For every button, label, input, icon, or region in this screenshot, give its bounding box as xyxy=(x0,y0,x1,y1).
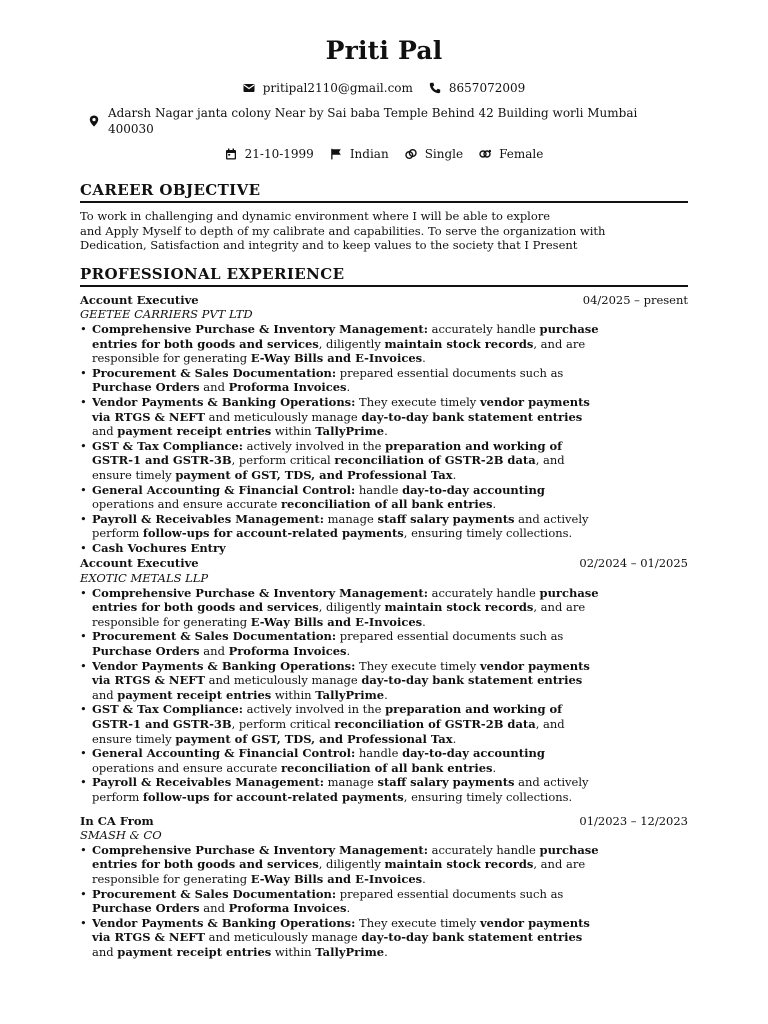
bold-text: E-Way Bills and E-Invoices xyxy=(250,614,423,629)
bold-text: Proforma Invoices xyxy=(228,380,347,395)
bullet-line xyxy=(92,629,688,644)
rings-icon xyxy=(405,148,417,160)
bullet-line xyxy=(92,901,688,916)
objective-line: Dedication, Satisfaction and integrity and to keep values to the society that I Present xyxy=(80,238,578,253)
bullet-line xyxy=(92,366,688,381)
bullet-line xyxy=(92,916,688,931)
bold-text: reconciliation of all bank entries xyxy=(280,760,493,775)
bullet-line xyxy=(92,790,688,805)
email-text: pritipal2110@gmail.com xyxy=(262,81,413,95)
bullet-text: ensure timely xyxy=(92,467,176,482)
company-name: SMASH & CO xyxy=(80,828,162,843)
bold-text: preparation and working of xyxy=(385,438,563,453)
bold-text: General Accounting & Financial Control: xyxy=(92,746,356,761)
bullet-text: . xyxy=(452,467,457,482)
bullet-line xyxy=(92,541,688,556)
bullet-line xyxy=(92,930,688,945)
bullet-line xyxy=(92,887,688,902)
job-title: Account Executive xyxy=(80,292,199,307)
bold-text: purchase xyxy=(539,321,599,336)
bullet-item xyxy=(92,843,688,887)
bold-text: Procurement & Sales Documentation: xyxy=(92,886,337,901)
bullet-text: , and xyxy=(535,453,565,468)
bold-text: Purchase Orders xyxy=(92,901,200,916)
bold-text: payment of GST, TDS, and Professional Tax xyxy=(175,731,453,746)
bullet-text: and actively xyxy=(514,775,589,790)
bullet-line xyxy=(92,322,688,337)
bullet-text: . xyxy=(384,944,388,959)
phone-text: 8657072009 xyxy=(448,81,526,95)
bullet-line xyxy=(92,702,688,717)
bullet-text: . xyxy=(384,687,388,702)
bold-text: day-to-day bank statement entries xyxy=(361,673,583,688)
bold-text: GST & Tax Compliance: xyxy=(92,438,243,453)
bullet-item xyxy=(92,702,688,746)
bullet-text: . xyxy=(422,871,426,886)
email-icon xyxy=(243,82,255,94)
bullet-text: . xyxy=(492,760,497,775)
bullet-line xyxy=(92,380,688,395)
bullet-text: and actively xyxy=(514,511,589,526)
bold-text: purchase xyxy=(539,585,599,600)
bold-text: follow-ups for account-related payments xyxy=(142,789,404,804)
bold-text: day-to-day bank statement entries xyxy=(361,409,583,424)
bold-text: Comprehensive Purchase & Inventory Management: xyxy=(92,321,428,336)
bullet-text: They execute timely xyxy=(355,394,480,409)
bold-text: day-to-day accounting xyxy=(402,746,545,761)
job-header xyxy=(80,814,688,829)
bold-text: Vendor Payments & Banking Operations: xyxy=(92,394,356,409)
bold-text: preparation and working of xyxy=(385,702,563,717)
job-dates: 02/2024 – 01/2025 xyxy=(579,556,688,571)
flag-icon xyxy=(330,148,342,160)
bullet-line xyxy=(92,483,688,498)
bullet-text: within xyxy=(271,424,316,439)
bullet-text: and xyxy=(92,424,118,439)
bullet-text: . xyxy=(346,380,351,395)
job-entry xyxy=(80,814,688,960)
bullet-text: . xyxy=(422,351,426,366)
bold-text: maintain stock records xyxy=(384,857,534,872)
candidate-name: Priti Pal xyxy=(325,36,443,65)
bullet-text: within xyxy=(271,944,316,959)
bold-text: Comprehensive Purchase & Inventory Management: xyxy=(92,842,428,857)
bullet-text: . xyxy=(452,731,457,746)
bold-text: via RTGS & NEFT xyxy=(92,930,205,945)
bullet-text: responsible for generating xyxy=(92,614,251,629)
bullet-item xyxy=(92,659,688,703)
bold-text: payment receipt entries xyxy=(117,687,272,702)
bold-text: vendor payments xyxy=(479,394,590,409)
bullet-text: operations and ensure accurate xyxy=(92,497,281,512)
bullet-text: within xyxy=(271,687,316,702)
bullet-text: perform xyxy=(92,789,143,804)
bullet-item xyxy=(92,586,688,630)
bullet-text: . xyxy=(384,424,388,439)
bullet-text: operations and ensure accurate xyxy=(92,760,281,775)
bold-text: Proforma Invoices xyxy=(228,901,347,916)
bullet-text: , diligently xyxy=(318,336,385,351)
bullet-text: , ensuring timely collections. xyxy=(403,526,573,541)
bold-text: reconciliation of all bank entries xyxy=(280,497,493,512)
bullet-text: prepared essential documents such as xyxy=(336,886,564,901)
calendar-icon xyxy=(225,148,237,160)
bold-text: maintain stock records xyxy=(384,336,534,351)
bullet-line xyxy=(92,872,688,887)
bullet-text: prepared essential documents such as xyxy=(336,629,564,644)
bold-text: Procurement & Sales Documentation: xyxy=(92,629,337,644)
bold-text: Procurement & Sales Documentation: xyxy=(92,365,337,380)
bullet-line xyxy=(92,453,688,468)
bullet-text: perform xyxy=(92,526,143,541)
bullet-line xyxy=(92,732,688,747)
bullet-item xyxy=(92,746,688,775)
bullet-text: . xyxy=(492,497,497,512)
bullet-text: . xyxy=(422,614,426,629)
job-entry xyxy=(80,293,688,556)
bullet-item xyxy=(92,916,688,960)
bold-text: Comprehensive Purchase & Inventory Management: xyxy=(92,585,428,600)
bold-text: reconciliation of GSTR-2B data xyxy=(334,453,536,468)
bullet-line xyxy=(92,410,688,425)
bullet-text: accurately handle xyxy=(427,585,540,600)
nationality-item xyxy=(330,146,389,162)
bullet-line xyxy=(92,351,688,366)
bullet-line xyxy=(92,761,688,776)
bold-text: Purchase Orders xyxy=(92,644,200,659)
objective-line: To work in challenging and dynamic environment where I will be able to explore xyxy=(80,209,551,223)
job-bullet-list xyxy=(80,843,688,960)
bold-text: payment of GST, TDS, and Professional Tax xyxy=(175,467,453,482)
marital-item xyxy=(405,146,463,162)
bold-text: Cash Vochures Entry xyxy=(92,540,226,555)
bullet-line xyxy=(92,512,688,527)
bullet-line xyxy=(92,644,688,659)
bullet-text: and xyxy=(92,944,118,959)
bullet-text: handle xyxy=(355,746,403,761)
bold-text: entries for both goods and services xyxy=(92,336,319,351)
bold-text: Proforma Invoices xyxy=(228,644,347,659)
email-item[interactable] xyxy=(243,80,413,96)
bullet-item xyxy=(92,541,688,556)
bullet-item xyxy=(92,775,688,804)
career-objective-text xyxy=(80,209,688,253)
bullet-text: and meticulously manage xyxy=(204,930,362,945)
bullet-text: . xyxy=(346,644,351,659)
bullet-text: and xyxy=(199,644,229,659)
bold-text: entries for both goods and services xyxy=(92,600,319,615)
bold-text: Vendor Payments & Banking Operations: xyxy=(92,915,356,930)
bold-text: via RTGS & NEFT xyxy=(92,409,205,424)
job-bullet-list xyxy=(80,322,688,556)
bullet-line xyxy=(92,659,688,674)
bullet-text: and meticulously manage xyxy=(204,673,362,688)
bullet-text: , and are xyxy=(533,336,586,351)
bullet-text: , and are xyxy=(533,857,586,872)
bold-text: TallyPrime xyxy=(315,944,385,959)
job-title: In CA From xyxy=(80,813,154,828)
bullet-item xyxy=(92,512,688,541)
bold-text: staff salary payments xyxy=(377,511,515,526)
bullet-item xyxy=(92,439,688,483)
bold-text: payment receipt entries xyxy=(117,424,272,439)
bullet-text: . xyxy=(346,901,351,916)
bold-text: vendor payments xyxy=(479,915,590,930)
gender-item xyxy=(479,146,543,162)
bold-text: General Accounting & Financial Control: xyxy=(92,482,356,497)
bullet-line xyxy=(92,337,688,352)
bold-text: day-to-day accounting xyxy=(402,482,545,497)
bullet-text: , and are xyxy=(533,600,586,615)
career-objective-heading: CAREER OBJECTIVE xyxy=(80,181,688,203)
bullet-text: , perform critical xyxy=(231,717,335,731)
dob-item xyxy=(225,146,314,162)
bold-text: reconciliation of GSTR-2B data xyxy=(334,717,536,731)
bullet-text: prepared essential documents such as xyxy=(336,365,564,380)
bullet-text: manage xyxy=(323,511,378,526)
bullet-item xyxy=(92,887,688,916)
bold-text: entries for both goods and services xyxy=(92,857,319,872)
bold-text: purchase xyxy=(539,842,599,857)
bullet-text: , and xyxy=(535,717,565,731)
job-bullet-list xyxy=(80,586,688,805)
bullet-text: handle xyxy=(355,482,403,497)
bullet-line xyxy=(92,843,688,858)
bullet-text: and xyxy=(92,687,118,702)
bullet-text: They execute timely xyxy=(355,915,480,930)
bold-text: GSTR-1 and GSTR-3B xyxy=(92,717,232,731)
location-icon xyxy=(88,115,100,127)
contact-row-3 xyxy=(80,146,688,162)
bullet-item xyxy=(92,322,688,366)
contact-row-1 xyxy=(80,80,688,96)
bullet-text: manage xyxy=(323,775,378,790)
bullet-line xyxy=(92,688,688,703)
bullet-text: responsible for generating xyxy=(92,351,251,366)
bold-text: follow-ups for account-related payments xyxy=(142,526,404,541)
bold-text: payment receipt entries xyxy=(117,944,272,959)
bullet-line xyxy=(92,586,688,601)
bullet-line xyxy=(92,746,688,761)
bullet-line xyxy=(92,439,688,454)
bold-text: GSTR-1 and GSTR-3B xyxy=(92,453,232,468)
bullet-text: , perform critical xyxy=(231,453,335,468)
gender-text: Female xyxy=(499,147,544,161)
company-name: GEETEE CARRIERS PVT LTD xyxy=(80,307,253,322)
bold-text: TallyPrime xyxy=(315,424,385,439)
objective-line: and Apply Myself to depth of my calibrate and capabilities. To serve the organization with xyxy=(80,223,606,238)
bullet-line xyxy=(92,600,688,615)
bullet-line xyxy=(92,497,688,512)
experience-list xyxy=(80,293,688,960)
bullet-line xyxy=(92,424,688,439)
job-entry xyxy=(80,556,688,804)
bullet-line xyxy=(92,857,688,872)
job-dates: 04/2025 – present xyxy=(582,292,688,307)
bullet-text: and meticulously manage xyxy=(204,409,362,424)
bold-text: via RTGS & NEFT xyxy=(92,673,205,688)
contact-row-2 xyxy=(80,105,688,137)
bullet-line xyxy=(92,775,688,790)
address-text: Adarsh Nagar janta colony Near by Sai baba Temple Behind 42 Building worli Mumbai 400030 xyxy=(108,106,638,136)
bold-text: Purchase Orders xyxy=(92,380,200,395)
job-title: Account Executive xyxy=(80,556,199,571)
bullet-text: ensure timely xyxy=(92,731,176,746)
address-item xyxy=(88,105,680,137)
professional-experience-heading: PROFESSIONAL EXPERIENCE xyxy=(80,265,688,287)
nationality-text: Indian xyxy=(349,147,389,161)
bold-text: maintain stock records xyxy=(384,600,534,615)
bold-text: E-Way Bills and E-Invoices xyxy=(250,871,423,886)
bullet-line xyxy=(92,468,688,483)
bullet-line xyxy=(92,717,688,732)
bullet-text: They execute timely xyxy=(355,658,480,673)
bold-text: GST & Tax Compliance: xyxy=(92,702,243,717)
gender-icon xyxy=(479,148,491,160)
bullet-text: actively involved in the xyxy=(243,438,386,453)
bullet-text: and xyxy=(199,901,229,916)
bullet-text: , diligently xyxy=(318,600,385,615)
bullet-line xyxy=(92,395,688,410)
company-name: EXOTIC METALS LLP xyxy=(80,571,209,586)
phone-item[interactable] xyxy=(429,80,525,96)
bold-text: day-to-day bank statement entries xyxy=(361,930,583,945)
bullet-text: accurately handle xyxy=(427,842,540,857)
dob-text: 21-10-1999 xyxy=(244,147,314,161)
bold-text: staff salary payments xyxy=(377,775,515,790)
bullet-item xyxy=(92,483,688,512)
bullet-line xyxy=(92,526,688,541)
bold-text: E-Way Bills and E-Invoices xyxy=(250,351,423,366)
job-header xyxy=(80,293,688,308)
marital-text: Single xyxy=(424,147,464,161)
bold-text: TallyPrime xyxy=(315,687,385,702)
bullet-line xyxy=(92,673,688,688)
bullet-text: , diligently xyxy=(318,857,385,872)
bold-text: Vendor Payments & Banking Operations: xyxy=(92,658,356,673)
phone-icon xyxy=(429,82,441,94)
bullet-item xyxy=(92,395,688,439)
bullet-line xyxy=(92,945,688,960)
bullet-text: , ensuring timely collections. xyxy=(403,789,573,804)
bullet-text: responsible for generating xyxy=(92,871,251,886)
bullet-item xyxy=(92,629,688,658)
bullet-line xyxy=(92,615,688,630)
bold-text: Payroll & Receivables Management: xyxy=(92,775,324,790)
bullet-text: actively involved in the xyxy=(243,702,386,717)
bold-text: Payroll & Receivables Management: xyxy=(92,511,324,526)
job-dates: 01/2023 – 12/2023 xyxy=(579,813,688,828)
bullet-text: and xyxy=(199,380,229,395)
bullet-item xyxy=(92,366,688,395)
job-header xyxy=(80,556,688,571)
bold-text: vendor payments xyxy=(479,658,590,673)
bullet-text: accurately handle xyxy=(427,321,540,336)
